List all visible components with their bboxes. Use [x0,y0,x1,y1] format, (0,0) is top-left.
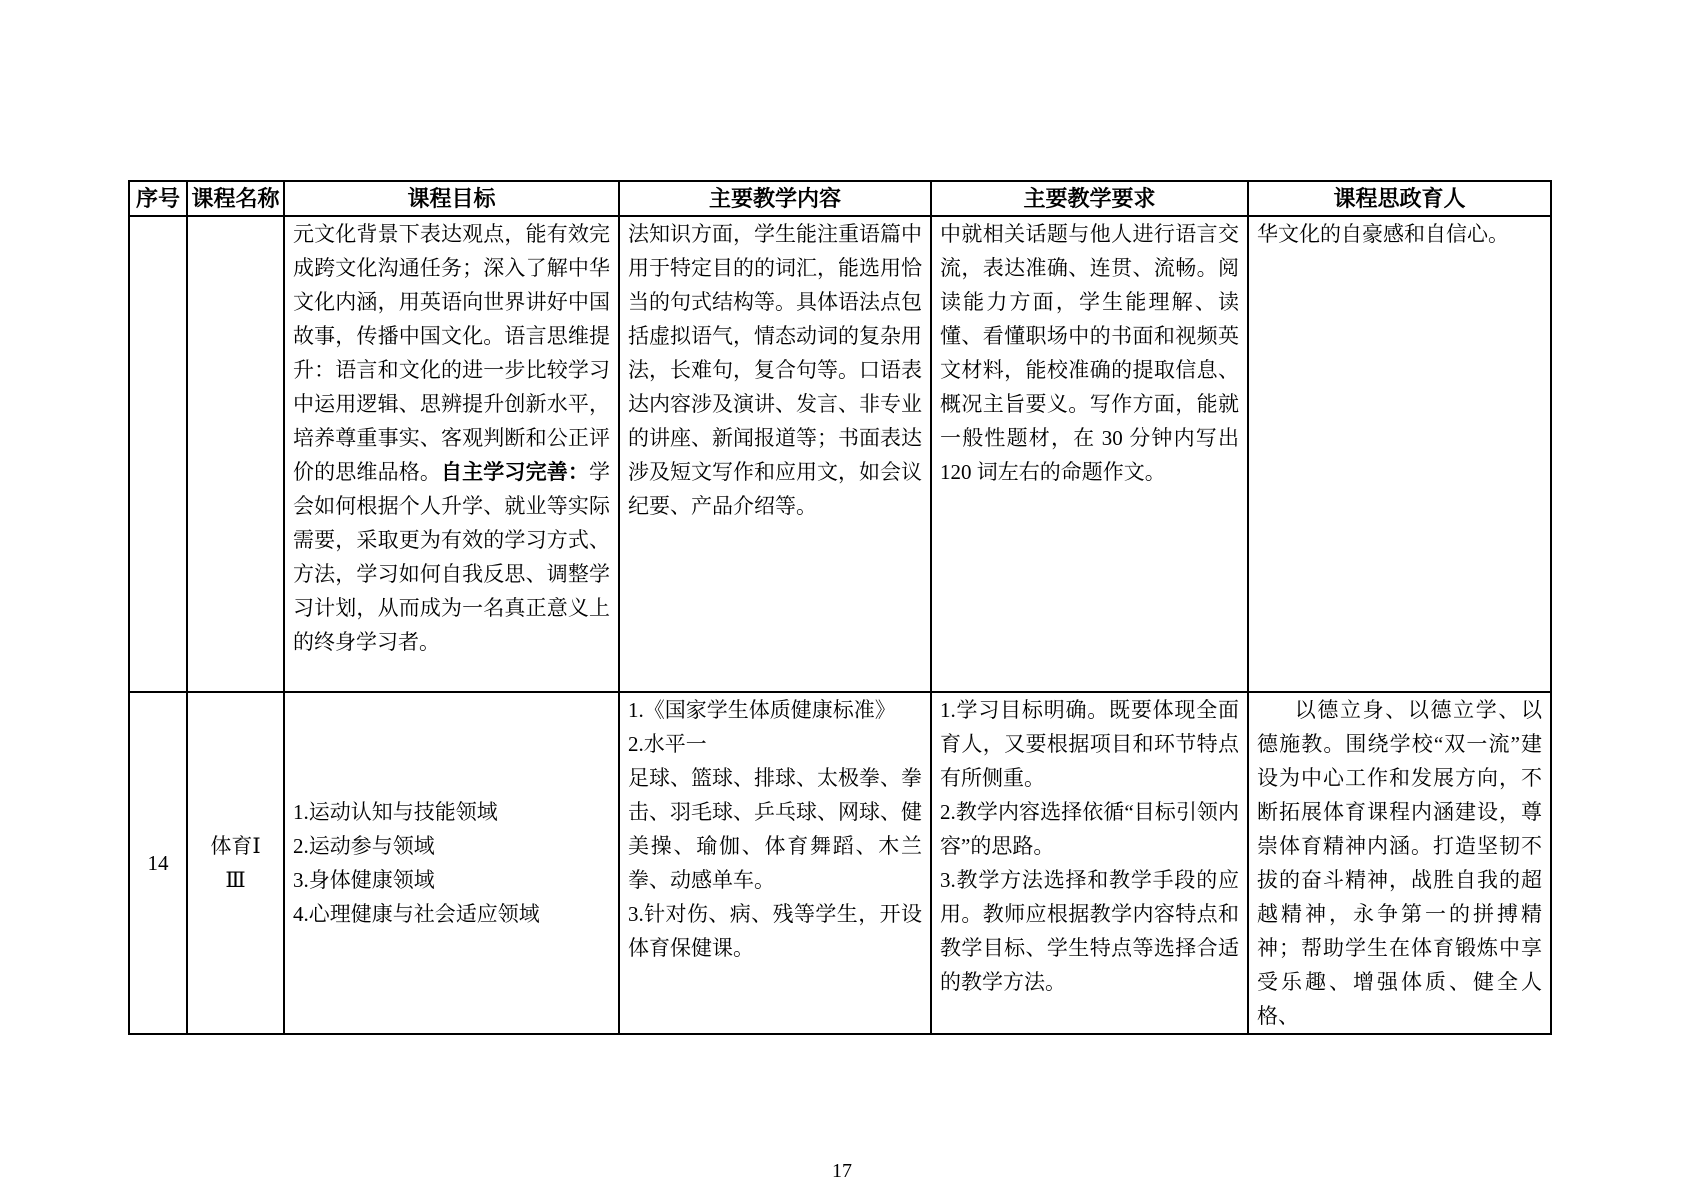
header-course-name: 课程名称 [187,181,284,216]
requirement-item: 2.教学内容选择依循“目标引领内容”的思路。 [940,800,1239,858]
page-number: 17 [832,1160,852,1182]
header-course-objectives: 课程目标 [284,181,619,216]
cell-objectives-continued [284,216,619,692]
objective-item: 3.身体健康领域 [293,868,435,892]
objective-item: 4.心理健康与社会适应领域 [293,902,540,926]
header-teaching-content: 主要教学内容 [619,181,931,216]
objectives-text-pre: 元文化背景下表达观点，能有效完成跨文化沟通任务；深入了解中华文化内涵，用英语向世界讲好中国故事，传播中国文化。语言思维提升：语言和文化的进一步比较学习中运用逻辑、思辨提升创新水平，培养尊重事实、客观判断和公正评价的思维品格。 [293,222,610,484]
cell-teaching-requirements-continued [931,216,1248,692]
table-row [129,216,1551,692]
requirement-item: 1.学习目标明确。既要体现全面育人，又要根据项目和环节特点有所侧重。 [940,698,1239,790]
ideology-paragraph-pe: 以德立身、以德立学、以德施教。围绕学校“双一流”建设为中心工作和发展方向，不断拓展体育课程内涵建设，尊崇体育精神内涵。打造坚韧不拔的奋斗精神，战胜自我的超越精神，永争第一的拼搏精神；帮助学生在体育锻炼中享受乐趣、增强体质、健全人格、 [1257,698,1542,1028]
cell-seq-continued [129,216,187,692]
teaching-content-paragraph: 法知识方面，学生能注重语篇中用于特定目的的词汇，能选用恰当的句式结构等。具体语法点包括虚拟语气，情态动词的复杂用法，长难句，复合句等。口语表达内容涉及演讲、发言、非专业的讲座、新闻报道等；书面表达涉及短文写作和应用文，如会议纪要、产品介绍等。 [628,222,922,518]
table-header-row [129,181,1551,216]
objective-item: 2.运动参与领域 [293,834,435,858]
cell-teaching-requirements-pe [931,692,1248,1034]
table-row [129,692,1551,1034]
cell-objectives-pe [284,692,619,1034]
ideology-paragraph: 华文化的自豪感和自信心。 [1257,222,1509,246]
course-syllabus-table [128,180,1552,1035]
header-seq: 序号 [129,181,187,216]
header-ideology-education: 课程思政育人 [1248,181,1551,216]
cell-ideology-continued [1248,216,1551,692]
content-item: 2.水平一 [628,732,707,756]
content-item: 足球、篮球、排球、太极拳、拳击、羽毛球、乒乓球、网球、健美操、瑜伽、体育舞蹈、木兰拳、动感单车。 [628,766,922,892]
seq-number: 14 [147,851,169,875]
course-name-line: Ⅲ [225,868,246,892]
content-item: 3.针对伤、病、残等学生，开设体育保健课。 [628,902,922,960]
requirement-item: 3.教学方法选择和教学手段的应用。教师应根据教学内容特点和教学目标、学生特点等选择合适的教学方法。 [940,868,1239,994]
cell-ideology-pe [1248,692,1551,1034]
cell-teaching-content-continued [619,216,931,692]
course-name-line: 体育Ⅰ [210,834,261,858]
cell-course-name-continued [187,216,284,692]
cell-seq-14 [129,692,187,1034]
objectives-paragraph [293,217,610,659]
cell-course-name-pe [187,692,284,1034]
objectives-text-post: 学会如何根据个人升学、就业等实际需要，采取更为有效的学习方式、方法，学习如何自我反思、调整学习计划，从而成为一名真正意义上的终身学习者。 [293,460,610,654]
cell-teaching-content-pe [619,692,931,1034]
header-teaching-requirements: 主要教学要求 [931,181,1248,216]
content-item: 1.《国家学生体质健康标准》 [628,698,896,722]
objective-item: 1.运动认知与技能领域 [293,800,498,824]
objectives-bold-heading: 自主学习完善： [441,460,589,484]
teaching-requirements-paragraph: 中就相关话题与他人进行语言交流，表达准确、连贯、流畅。阅读能力方面，学生能理解、读懂、看懂职场中的书面和视频英文材料，能校准确的提取信息、概况主旨要义。写作方面，能就一般性题材，在 30 分钟内写出 120 词左右的命题作文。 [940,222,1239,484]
